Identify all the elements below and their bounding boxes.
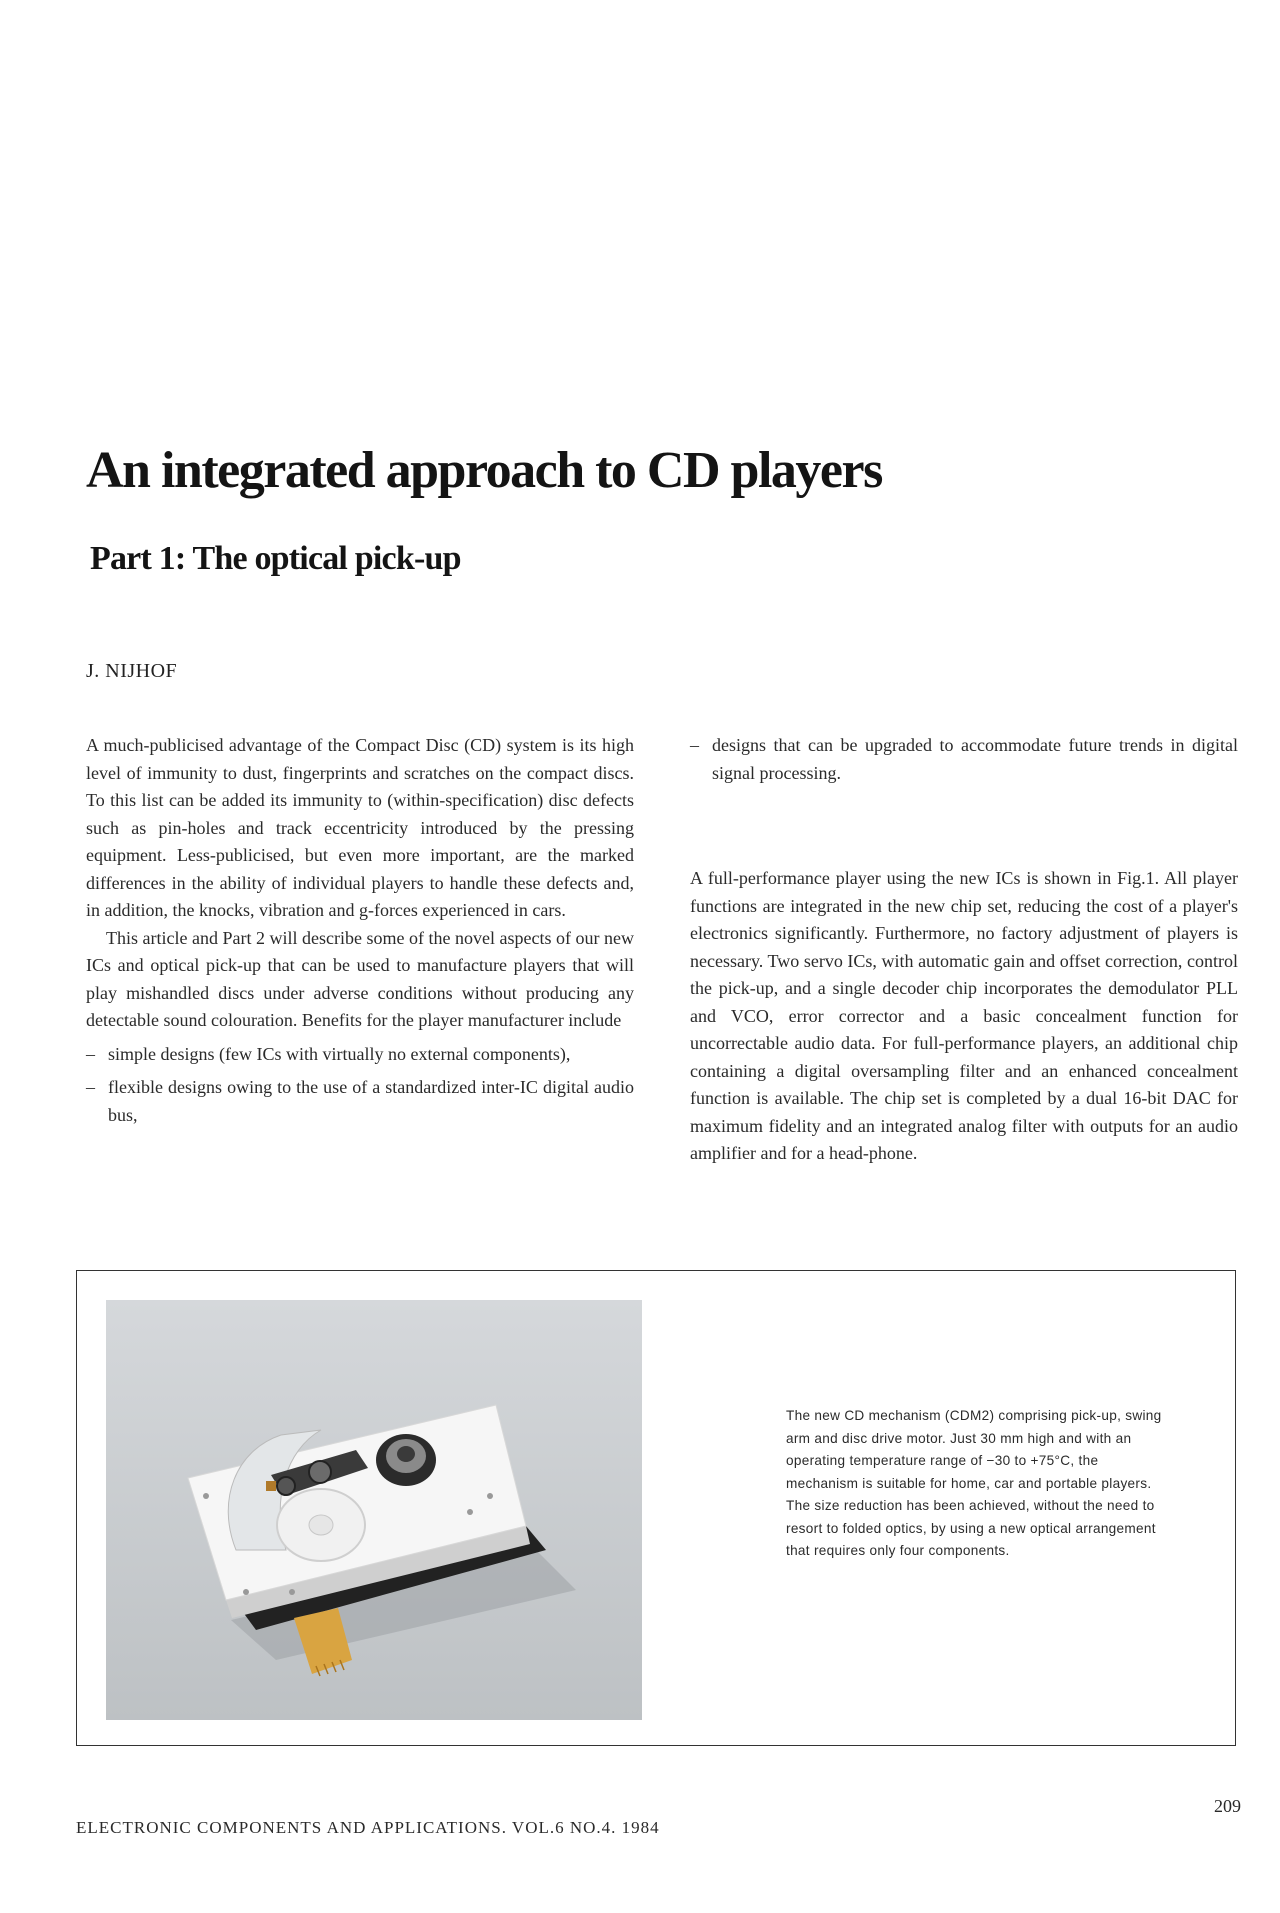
benefit-list-continued	[690, 732, 1238, 787]
list-item	[86, 1041, 634, 1069]
cd-mechanism-illustration	[106, 1300, 642, 1720]
left-column	[86, 732, 634, 1135]
list-item-text: designs that can be upgraded to accommodate future trends in digital signal processing.	[712, 735, 1238, 783]
dash-marker: –	[86, 1043, 95, 1064]
article-subtitle: Part 1: The optical pick-up	[90, 540, 461, 577]
journal-footer: ELECTRONIC COMPONENTS AND APPLICATIONS. VOL.6 NO.4. 1984	[76, 1818, 660, 1837]
list-item-text: flexible designs owing to the use of a standardized inter-IC digital audio bus,	[108, 1077, 634, 1125]
list-item	[690, 732, 1238, 787]
cd-mechanism-photo	[106, 1300, 642, 1720]
body-paragraph: This article and Part 2 will describe some of the novel aspects of our new ICs and optical pick-up that can be used to manufacture players that will play mishandled discs under adverse conditions without producing any detectable sound colouration. Benefits for the player manufacturer include	[86, 927, 634, 1030]
dash-marker: –	[86, 1077, 95, 1097]
list-item	[86, 1074, 634, 1129]
author-name: J. NIJHOF	[86, 660, 178, 682]
dash-marker: –	[690, 735, 699, 755]
benefit-list	[86, 1041, 634, 1130]
body-paragraph: A much-publicised advantage of the Compact Disc (CD) system is its high level of immunity to dust, fingerprints and scratches on the compact discs. To this list can be added its immunity to (within-specification) disc defects such as pin-holes and track eccentricity introduced by the pressing equipment. Less-publicised, but even more important, are the marked differences in the ability of individual players to handle these defects and, in addition, the knocks, vibration and g-forces experienced in cars.	[86, 735, 634, 920]
body-paragraph: A full-performance player using the new ICs is shown in Fig.1. All player functions are integrated in the new chip set, reducing the cost of a player's electronics significantly. Furthermore, no factory adjustment of players is necessary. Two servo ICs, with automatic gain and offset correction, control the pick-up, and a single decoder chip incorporates the demodulator PLL and VCO, error corrector and a basic concealment function for uncorrectable audio data. For full-performance players, an additional chip containing a digital oversampling filter and an enhanced concealment function is available. The chip set is completed by a dual 16-bit DAC for maximum fidelity and an integrated analog filter with outputs for an audio amplifier and for a head-phone.	[690, 868, 1238, 1163]
figure-caption: The new CD mechanism (CDM2) comprising pick-up, swing arm and disc drive motor. Just 30 mm high and with an operating temperature range of −30 to +75°C, the mechanism is suitable for home, car and portable players. The size reduction has been achieved, without the need to resort to folded optics, by using a new optical arrangement that requires only four components.	[786, 1408, 1162, 1558]
article-title: An integrated approach to CD players	[86, 442, 882, 499]
list-item-text: simple designs (few ICs with virtually no external components),	[108, 1043, 571, 1064]
page-number: 209	[1214, 1796, 1241, 1816]
right-column	[690, 732, 1238, 1168]
